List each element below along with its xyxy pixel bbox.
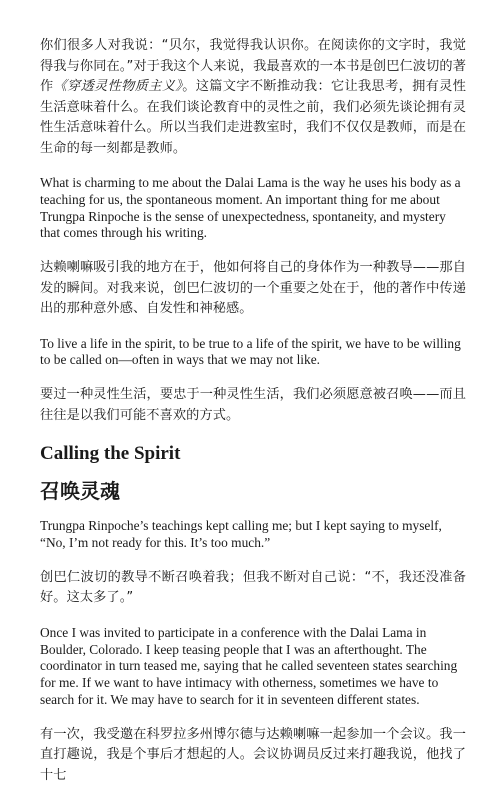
paragraph-en-4: To live a life in the spirit, to be true to a life of the spirit, we have to be willing to be called on—often in ways that we may not like. — [40, 335, 461, 368]
paragraph-en-2: What is charming to me about the Dalai Lama is the way he uses his body as a teaching for us, the spontaneous moment. An important thing for me about Trungpa Rinpoche is the sense of unexpectedness, spontaneity, and mystery that comes through his writing. — [40, 175, 461, 241]
book-title: 《穿透灵性物质主义》 — [53, 79, 183, 94]
paragraph-zh-1-part-b: 。这篇文字不断推动我：它让我思考，拥有灵性生活意味着什么。在我们谈论教育中的灵性之前，我们必须先谈论拥有灵性生活意味着什么。所以当我们走进教室时，我们不仅仅是教师，而是在生命的每一刻都是教师。 — [40, 79, 466, 156]
section-heading-en: Calling the Spirit — [40, 443, 181, 465]
paragraph-zh-9: 有一次，我受邀在科罗拉多州博尔德与达赖喇嘛一起参加一个会议。我一直打趣说，我是个事后才想起的人。会议协调员反过来打趣我说，他找了十七 — [40, 726, 466, 783]
paragraph-zh-1-part-a: 你们很多人对我说：“贝尔，我觉得我认识你。在阅读你的文字时，我觉得我与你同在。”对于我这个人来说，我最喜欢的一本书是创巴仁波切的著作 — [40, 38, 466, 94]
section-heading-zh: 召唤灵魂 — [40, 479, 120, 504]
paragraph-en-8: Once I was invited to participate in a conference with the Dalai Lama in Boulder, Colorado. I keep teasing people that I was an afterthought. The coordinator in turn teased me, saying that he called seventeen states searching for me. If we want to have intimacy with otherness, sometimes we have to search for it. We may have to search for it in seventeen different states. — [40, 624, 458, 708]
document-page — [40, 36, 466, 802]
paragraph-zh-3: 达赖喇嘛吸引我的地方在于，他如何将自己的身体作为一种教导——那自发的瞬间。对我来说，创巴仁波切的一个重要之处在于，他的著作中传递出的那种意外感、自发性和神秘感。 — [40, 260, 466, 317]
paragraph-zh-5: 要过一种灵性生活，要忠于一种灵性生活，我们必须愿意被召唤——而且往往是以我们可能不喜欢的方式。 — [40, 387, 466, 423]
paragraph-en-6: Trungpa Rinpoche’s teachings kept calling me; but I kept saying to myself, “No, I’m not ready for this. It’s too much.” — [40, 518, 442, 551]
paragraph-zh-1 — [40, 36, 466, 159]
paragraph-zh-7: 创巴仁波切的教导不断召唤着我；但我不断对自己说：“不，我还没准备好。这太多了。” — [40, 569, 466, 606]
